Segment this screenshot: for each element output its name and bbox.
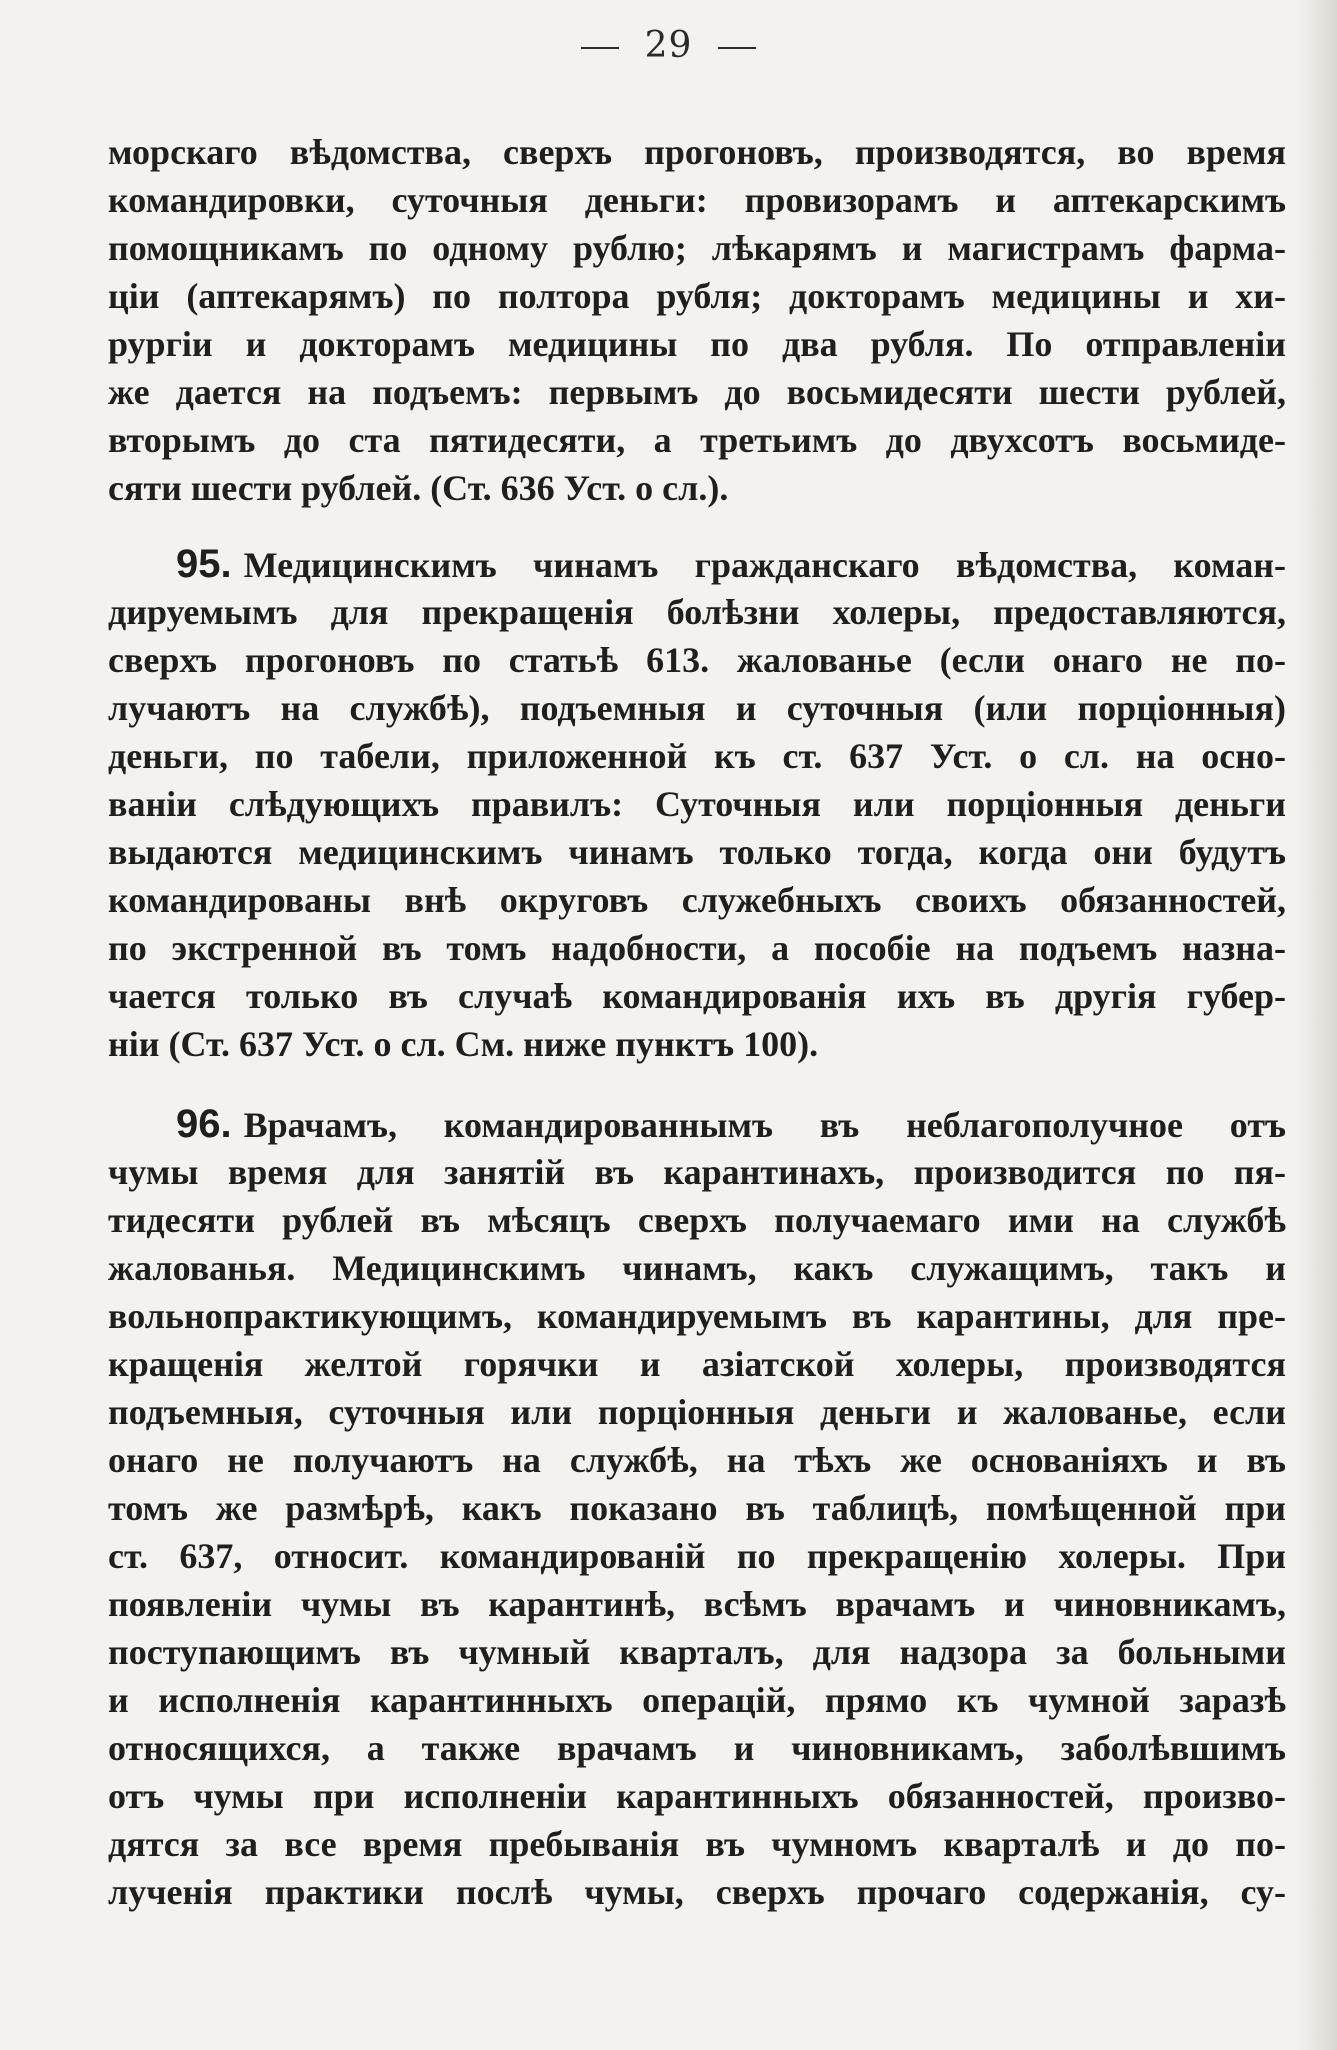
- paragraph-96: [108, 1100, 1286, 1916]
- text-line-content: Медицинскимъ чинамъ гражданскаго вѣдомства, коман-: [243, 545, 1286, 585]
- text-line: чается только въ случаѣ командированія ихъ въ другія губер-: [108, 976, 1286, 1016]
- text-line: вторымъ до ста пятидесяти, а третьимъ до двухсотъ восьмиде-: [108, 420, 1286, 460]
- text-line: поступающимъ въ чумный кварталъ, для надзора за больными: [108, 1632, 1286, 1672]
- text-line: по экстренной въ томъ надобности, а пособіе на подъемъ назна-: [108, 928, 1286, 968]
- text-line: и исполненія карантинныхъ операцій, прямо къ чумной заразѣ: [108, 1680, 1286, 1720]
- text-line: относящихся, а также врачамъ и чиновникамъ, заболѣвшимъ: [108, 1728, 1286, 1768]
- text-line: жалованья. Медицинскимъ чинамъ, какъ служащимъ, такъ и: [108, 1248, 1286, 1288]
- text-line: же дается на подъемъ: первымъ до восьмидесяти шести рублей,: [108, 372, 1286, 412]
- text-line: ціи (аптекарямъ) по полтора рубля; докторамъ медицины и хи-: [108, 276, 1286, 316]
- text-line: сверхъ прогоновъ по статьѣ 613. жалованье (если онаго не по-: [108, 640, 1286, 680]
- text-line: подъемныя, суточныя или порціонныя деньги и жалованье, если: [108, 1392, 1286, 1432]
- page-number-value: 29: [644, 25, 693, 66]
- text-line: дируемымъ для прекращенія болѣзни холеры, предоставляются,: [108, 592, 1286, 632]
- text-line: лучаютъ на службѣ), подъемныя и суточныя (или порціонныя): [108, 688, 1286, 728]
- text-line: командированы внѣ округовъ служебныхъ своихъ обязанностей,: [108, 880, 1286, 920]
- paragraph-continuation: [108, 128, 1286, 512]
- text-line: ст. 637, относит. командированій по прекращенію холеры. При: [108, 1536, 1286, 1576]
- text-line: дятся за все время пребыванія въ чумномъ кварталѣ и до по-: [108, 1824, 1286, 1864]
- text-line: [108, 1100, 1286, 1148]
- text-line: рургіи и докторамъ медицины по два рубля. По отправленіи: [108, 324, 1286, 364]
- paragraph-number: 95.: [176, 542, 232, 586]
- text-line: командировки, суточныя деньги: провизорамъ и аптекарскимъ: [108, 180, 1286, 220]
- text-line: морскаго вѣдомства, сверхъ прогоновъ, производятся, во время: [108, 132, 1286, 172]
- text-line: лученія практики послѣ чумы, сверхъ прочаго содержанія, су-: [108, 1872, 1286, 1912]
- page-number: [0, 25, 1337, 66]
- paragraph-number: 96.: [176, 1102, 232, 1146]
- text-line: кращенія желтой горячки и азіатской холеры, производятся: [108, 1344, 1286, 1384]
- text-line: [108, 540, 1286, 588]
- text-line-content: Врачамъ, командированнымъ въ неблагополучное отъ: [243, 1105, 1286, 1145]
- text-line: появленіи чумы въ карантинѣ, всѣмъ врачамъ и чиновникамъ,: [108, 1584, 1286, 1624]
- dash-right: [718, 47, 756, 49]
- text-line: тидесяти рублей въ мѣсяцъ сверхъ получаемаго ими на службѣ: [108, 1200, 1286, 1240]
- text-line: ваніи слѣдующихъ правилъ: Суточныя или порціонныя деньги: [108, 784, 1286, 824]
- text-line: ніи (Ст. 637 Уст. о сл. См. ниже пунктъ 100).: [108, 1024, 819, 1064]
- page-edge-shadow: [1297, 0, 1337, 2050]
- text-line: вольнопрактикующимъ, командируемымъ въ карантины, для пре-: [108, 1296, 1286, 1336]
- text-line: помощникамъ по одному рублю; лѣкарямъ и магистрамъ фарма-: [108, 228, 1286, 268]
- text-line: сяти шести рублей. (Ст. 636 Уст. о сл.).: [108, 468, 729, 508]
- text-line: чумы время для занятій въ карантинахъ, производится по пя-: [108, 1152, 1286, 1192]
- paragraph-95: [108, 540, 1286, 1068]
- dash-left: [581, 47, 619, 49]
- text-line: томъ же размѣрѣ, какъ показано въ таблицѣ, помѣщенной при: [108, 1488, 1286, 1528]
- text-line: выдаются медицинскимъ чинамъ только тогда, когда они будутъ: [108, 832, 1286, 872]
- text-line: отъ чумы при исполненіи карантинныхъ обязанностей, произво-: [108, 1776, 1286, 1816]
- text-line: онаго не получаютъ на службѣ, на тѣхъ же основаніяхъ и въ: [108, 1440, 1286, 1480]
- text-line: деньги, по табели, приложенной къ ст. 637 Уст. о сл. на осно-: [108, 736, 1286, 776]
